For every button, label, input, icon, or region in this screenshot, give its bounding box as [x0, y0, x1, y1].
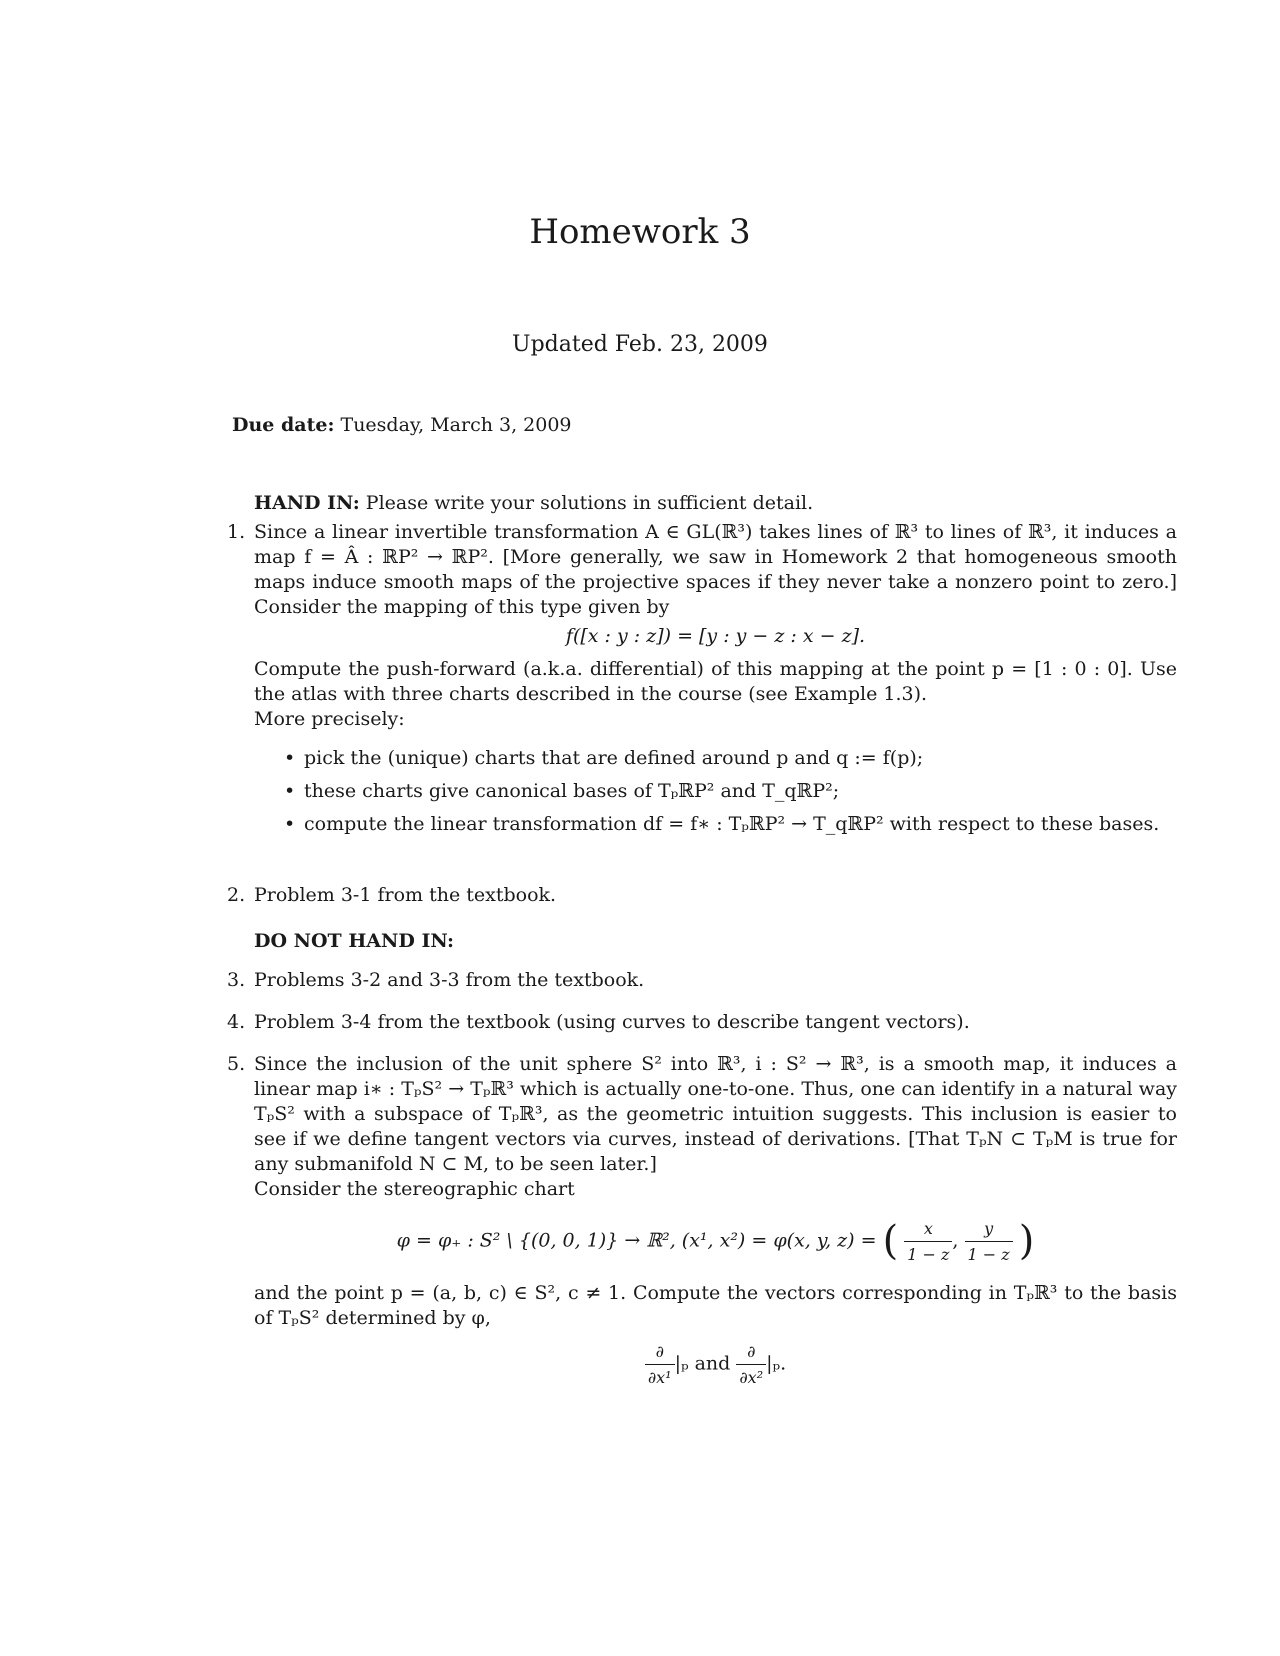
- problem-4-text: Problem 3-4 from the textbook (using curves to describe tangent vectors).: [254, 1011, 970, 1033]
- problem-5-after: and the point p = (a, b, c) ∈ S², c ≠ 1. Compute the vectors corresponding in Tₚℝ³ to the basis of TₚS² determined by φ,: [254, 1282, 1177, 1329]
- fraction-y: [965, 1216, 1013, 1267]
- due-label: Due date:: [232, 414, 335, 436]
- bullet-item: • these charts give canonical bases of TₚℝP² and T_qℝP²;: [284, 779, 1177, 804]
- fraction-numerator: x: [904, 1216, 952, 1242]
- problem-1-intro: Since a linear invertible transformation A ∈ GL(ℝ³) takes lines of ℝ³ to lines of ℝ³, it induces a map f = Â : ℝP² → ℝP². [More generally, we saw in Homework 2 that homogeneous smooth maps induce smooth maps of the projective spaces if they never take a nonzero point to zero.] Consider the mapping of this type given by: [254, 521, 1177, 618]
- problem-5: [227, 1052, 1177, 1390]
- problem-number: 4.: [227, 1011, 246, 1033]
- and-word: and: [694, 1352, 731, 1375]
- fraction-numerator: ∂: [645, 1339, 675, 1365]
- problem-number: 5.: [227, 1053, 246, 1075]
- hand-in-heading: [254, 492, 813, 514]
- fraction-denominator: ∂x¹: [647, 1368, 672, 1387]
- problem-1-bullets: [284, 746, 1177, 837]
- partial-1: [645, 1339, 675, 1390]
- hand-in-text: Please write your solutions in sufficient detail.: [365, 492, 814, 514]
- bullet-item: • pick the (unique) charts that are defined around p and q := f(p);: [284, 746, 1177, 771]
- problem-4: [227, 1010, 1177, 1035]
- stereographic-equation: φ = φ₊ : S² \ {(0, 0, 1)} → ℝ², (x¹, x²) = φ(x, y, z) = ( $\frac{x}{1 - z}$ , $\frac{y}{1 - z}$ ): [254, 1216, 1177, 1267]
- evaluation-bar: |ₚ.: [766, 1352, 787, 1375]
- bullet-item: • compute the linear transformation df = f∗ : TₚℝP² → T_qℝP² with respect to these bases.: [284, 812, 1177, 837]
- fraction-denominator: 1 − z: [967, 1245, 1010, 1264]
- fraction-x: [904, 1216, 952, 1267]
- partial-derivatives: [254, 1339, 1177, 1390]
- partial-2: [736, 1339, 766, 1390]
- problem-3: [227, 968, 1177, 993]
- problem-1-equation: f([x : y : z]) = [y : y − z : x − z].: [565, 625, 866, 647]
- page-title: Homework 3: [529, 212, 751, 252]
- problem-number: 1.: [227, 521, 246, 543]
- updated-date: Updated Feb. 23, 2009: [512, 332, 768, 357]
- problem-3-text: Problems 3-2 and 3-3 from the textbook.: [254, 969, 645, 991]
- problem-1: [227, 520, 1177, 845]
- due-value: Tuesday, March 3, 2009: [340, 414, 572, 436]
- problem-5-intro: Since the inclusion of the unit sphere S² into ℝ³, i : S² → ℝ³, is a smooth map, it induces a linear map i∗ : TₚS² → Tₚℝ³ which is actually one-to-one. Thus, one can identify in a natural way TₚS² with a subspace of Tₚℝ³, as the geometric intuition suggests. This inclusion is easier to see if we define tangent vectors via curves, instead of derivations. [That TₚN ⊂ TₚM is true for any submanifold N ⊂ M, to be seen later.]: [254, 1053, 1177, 1175]
- evaluation-bar: |ₚ: [674, 1352, 689, 1375]
- hand-in-label: HAND IN:: [254, 492, 360, 514]
- do-not-hand-in-label: DO NOT HAND IN:: [254, 930, 455, 952]
- problem-2-text: Problem 3-1 from the textbook.: [254, 884, 557, 906]
- problem-2: [227, 883, 1177, 908]
- problem-number: 3.: [227, 969, 246, 991]
- problem-1-more: More precisely:: [254, 708, 405, 730]
- fraction-denominator: 1 − z: [907, 1245, 950, 1264]
- fraction-numerator: ∂: [736, 1339, 766, 1365]
- equation-left: φ = φ₊ : S² \ {(0, 0, 1)} → ℝ², (x¹, x²) = φ(x, y, z) =: [396, 1229, 877, 1252]
- problem-number: 2.: [227, 884, 246, 906]
- problem-5-consider: Consider the stereographic chart: [254, 1178, 575, 1200]
- do-not-hand-in-heading: [254, 930, 454, 952]
- fraction-numerator: y: [965, 1216, 1013, 1242]
- due-date: [232, 414, 572, 436]
- fraction-denominator: ∂x²: [739, 1368, 764, 1387]
- problem-1-after: Compute the push-forward (a.k.a. differential) of this mapping at the point p = [1 : 0 : 0]. Use the atlas with three charts described in the course (see Example 1.3).: [254, 658, 1177, 705]
